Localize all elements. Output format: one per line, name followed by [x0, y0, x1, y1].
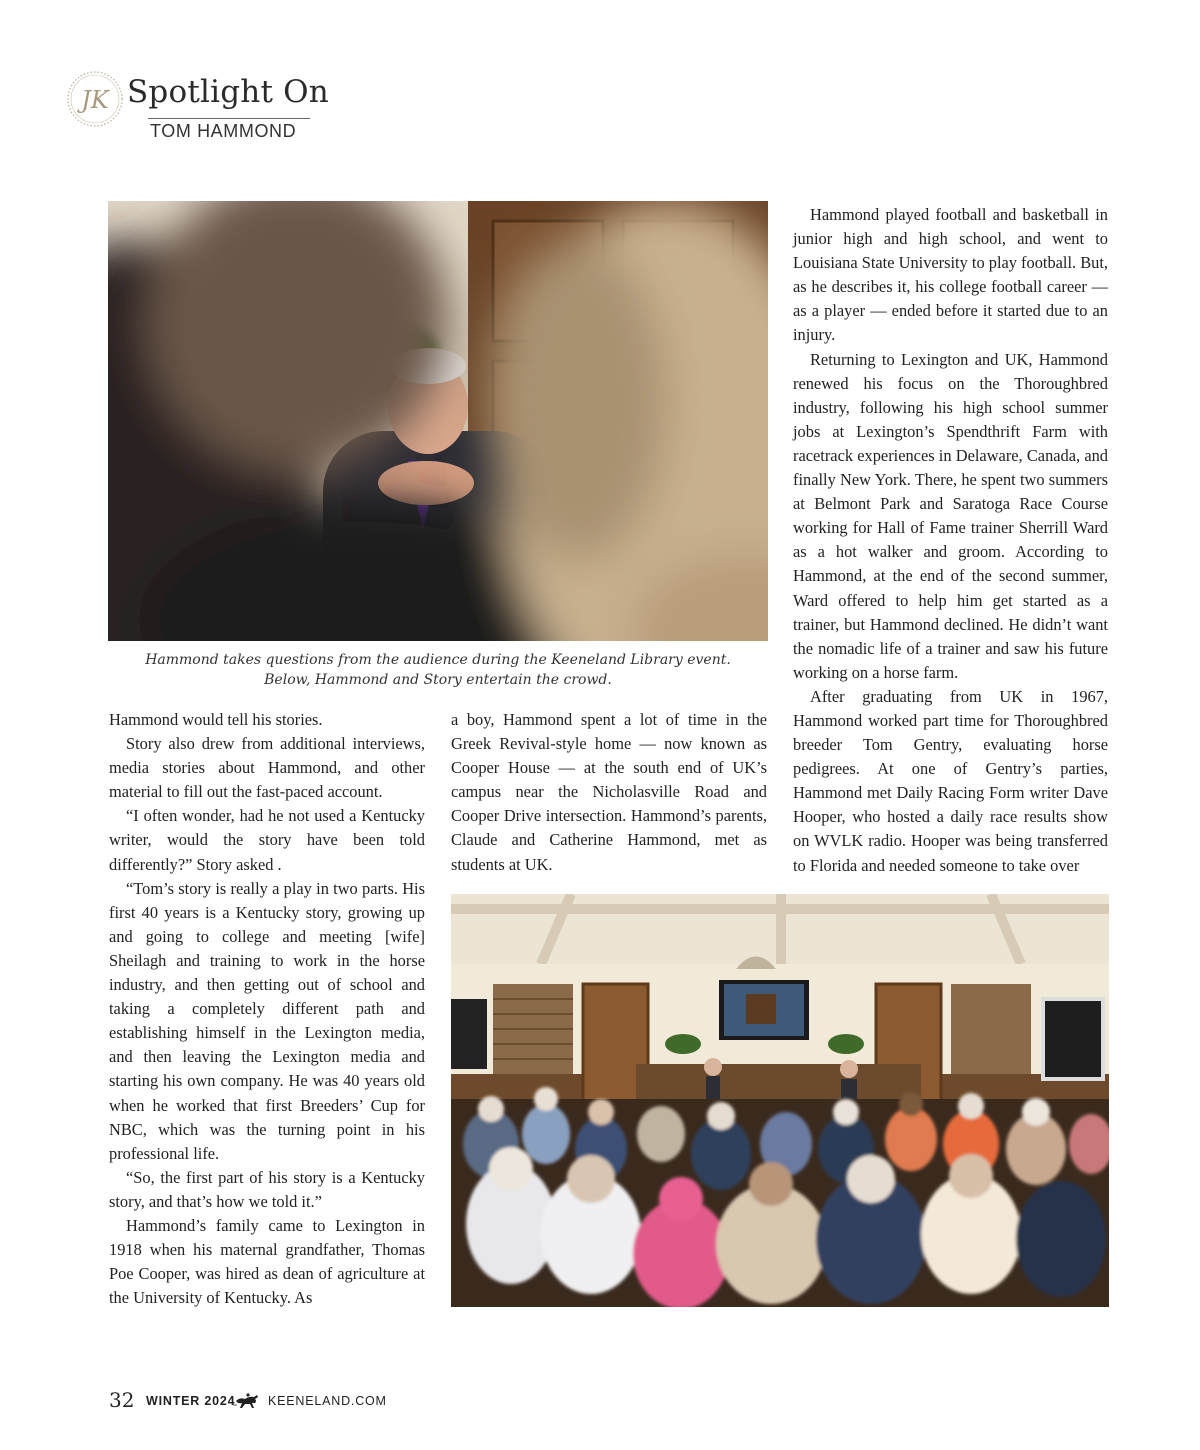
caption-line-2: Below, Hammond and Story entertain the crowd.	[264, 672, 612, 688]
article-column-right	[793, 203, 1108, 878]
horse-and-jockey-icon	[233, 1391, 263, 1411]
article-paragraph: “So, the first part of his story is a Kentucky story, and that’s how we told it.”	[109, 1167, 425, 1211]
caption-line-1: Hammond takes questions from the audience during the Keeneland Library event.	[145, 652, 731, 668]
article-paragraph: Hammond played football and basketball in junior high and high school, and went to Louisiana State University to play football. But, as he describes it, his college football career — as a player — ended before it started due to an injury.	[793, 205, 1109, 345]
article-paragraph: Returning to Lexington and UK, Hammond renewed his focus on the Thoroughbred industry, following his high school summer jobs at Lexington’s Spendthrift Farm with racetrack experiences in Delaware, Canada, and finally New York. There, he spent two summers at Belmont Park and Saratoga Race Course working for Hall of Fame trainer Sherrill Ward as a hot walker and groom. According to Hammond, at the end of the second summer, Ward offered to help him get started as a trainer, but Hammond declined. He didn’t want the nomadic life of a trainer and saw his future working on a horse farm.	[793, 349, 1108, 682]
article-column-middle	[451, 708, 767, 877]
keeneland-logo-icon	[66, 70, 124, 128]
article-paragraph: Hammond would tell his stories.	[109, 710, 323, 729]
article-paragraph: After graduating from UK in 1967, Hammond worked part time for Thoroughbred breeder Tom Gentry, evaluating horse pedigrees. At one of Gentry’s parties, Hammond met Daily Racing Form writer Dave Hooper, who hosted a daily race results show on WVLK radio. Hooper was being transferred to Florida and needed someone to take over	[793, 686, 1108, 875]
issue-label: WINTER 2024	[146, 1394, 236, 1408]
title-divider	[148, 118, 310, 119]
photo-library-event-crowd	[451, 894, 1109, 1307]
article-paragraph: “Tom’s story is really a play in two parts. His first 40 years is a Kentucky story, growing up and going to college and meeting [wife] Sheilagh and training to work in the horse industry, and then getting out of school and taking a completely different path and establishing himself in the Lexington media, and then leaving the Lexington media and starting his own company. He was 40 years old when he worked that first Breeders’ Cup for NBC, which was the turning point in his professional life.	[109, 878, 425, 1163]
section-subject: TOM HAMMOND	[150, 121, 297, 141]
page-footer	[109, 1388, 509, 1416]
article-paragraph: “I often wonder, had he not used a Kentucky writer, would the story have been told differently?” Story asked .	[109, 806, 425, 874]
photo-hammond-speaking	[108, 201, 768, 641]
section-header	[66, 68, 329, 148]
photo-caption	[108, 650, 768, 690]
article-column-left	[109, 708, 425, 1310]
article-paragraph: Hammond’s family came to Lexington in 1918 when his maternal grandfather, Thomas Poe Cooper, was hired as dean of agriculture at the University of Kentucky. As	[109, 1215, 425, 1308]
website-label: KEENELAND.COM	[268, 1394, 387, 1408]
page-number: 32	[109, 1388, 135, 1412]
section-title: Spotlight On	[127, 74, 329, 110]
article-paragraph: a boy, Hammond spent a lot of time in the Greek Revival-style home — now known as Cooper House — at the south end of UK’s campus near the Nicholasville Road and Cooper Drive intersection. Hammond’s parents, Claude and Catherine Hammond, met as students at UK.	[451, 710, 767, 874]
article-paragraph: Story also drew from additional interviews, media stories about Hammond, and other material to fill out the fast-paced account.	[109, 734, 425, 802]
svg-text:JK: JK	[81, 86, 109, 114]
